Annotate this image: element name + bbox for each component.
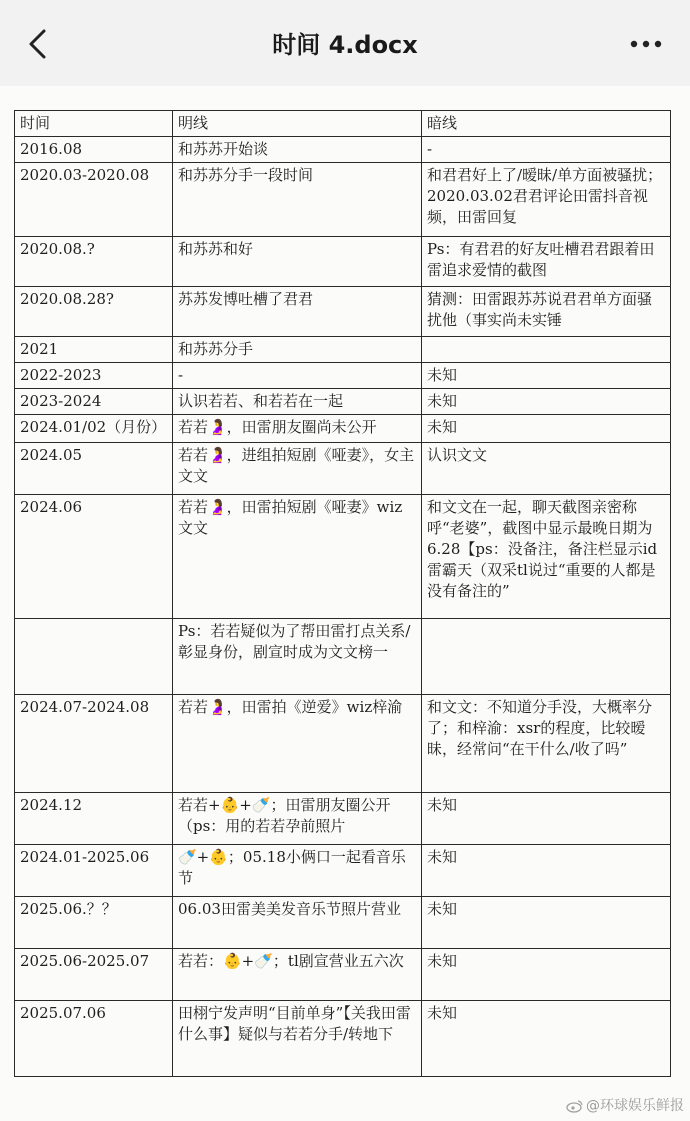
weibo-logo-icon xyxy=(566,1099,584,1113)
table-row xyxy=(15,443,671,495)
header-hidden-line: 暗线 xyxy=(422,111,671,137)
cell-time: 2020.08.? xyxy=(15,237,173,287)
cell-main: 06.03田雷美美发音乐节照片营业 xyxy=(173,897,422,949)
cell-hidden: 未知 xyxy=(422,845,671,897)
table-row xyxy=(15,337,671,363)
cell-time: 2021 xyxy=(15,337,173,363)
table-row xyxy=(15,415,671,443)
cell-main: 若若🤰，田雷拍短剧《哑妻》wiz文文 xyxy=(173,495,422,619)
cell-time: 2024.07-2024.08 xyxy=(15,695,173,793)
table-header-row xyxy=(15,111,671,137)
cell-time: 2024.01-2025.06 xyxy=(15,845,173,897)
cell-time: 2025.06.？？ xyxy=(15,897,173,949)
cell-main: 和苏苏分手一段时间 xyxy=(173,163,422,237)
timeline-table xyxy=(14,110,671,1077)
table-row xyxy=(15,287,671,337)
top-navigation-bar xyxy=(0,0,690,87)
cell-time: 2024.01/02（月份） xyxy=(15,415,173,443)
cell-hidden xyxy=(422,337,671,363)
cell-main: 和苏苏分手 xyxy=(173,337,422,363)
table-row xyxy=(15,619,671,695)
cell-time: 2020.03-2020.08 xyxy=(15,163,173,237)
cell-main: 和苏苏开始谈 xyxy=(173,137,422,163)
more-options-icon[interactable] xyxy=(626,28,666,60)
cell-time: 2024.06 xyxy=(15,495,173,619)
cell-time: 2024.05 xyxy=(15,443,173,495)
cell-time: 2024.12 xyxy=(15,793,173,845)
cell-time: 2025.06-2025.07 xyxy=(15,949,173,1001)
table-row xyxy=(15,695,671,793)
header-main-line: 明线 xyxy=(173,111,422,137)
cell-main: - xyxy=(173,363,422,389)
table-row xyxy=(15,949,671,1001)
table-row xyxy=(15,137,671,163)
header-time: 时间 xyxy=(15,111,173,137)
cell-hidden: 未知 xyxy=(422,1001,671,1077)
cell-hidden: 未知 xyxy=(422,363,671,389)
cell-time xyxy=(15,619,173,695)
cell-main: 认识若若、和若若在一起 xyxy=(173,389,422,415)
cell-main: 若若🤰，进组拍短剧《哑妻》，女主文文 xyxy=(173,443,422,495)
cell-hidden xyxy=(422,619,671,695)
table-row xyxy=(15,793,671,845)
cell-hidden: - xyxy=(422,137,671,163)
cell-hidden: 未知 xyxy=(422,793,671,845)
cell-main: 若若：👶+🍼；tl剧宣营业五六次 xyxy=(173,949,422,1001)
document-title: 时间 4.docx xyxy=(272,31,418,59)
table-row xyxy=(15,163,671,237)
cell-main: Ps：若若疑似为了帮田雷打点关系/彰显身份，剧宣时成为文文榜一 xyxy=(173,619,422,695)
table-row xyxy=(15,495,671,619)
cell-time: 2022-2023 xyxy=(15,363,173,389)
cell-hidden: 未知 xyxy=(422,389,671,415)
cell-hidden: 未知 xyxy=(422,949,671,1001)
cell-time: 2023-2024 xyxy=(15,389,173,415)
cell-hidden: 猜测：田雷跟苏苏说君君单方面骚扰他（事实尚未实锤 xyxy=(422,287,671,337)
cell-main: 🍼+👶；05.18小俩口一起看音乐节 xyxy=(173,845,422,897)
watermark-text: @环球娱乐鲜报 xyxy=(586,1098,684,1114)
cell-main: 若若🤰，田雷朋友圈尚未公开 xyxy=(173,415,422,443)
table-row xyxy=(15,1001,671,1077)
cell-hidden: 认识文文 xyxy=(422,443,671,495)
cell-main: 和苏苏和好 xyxy=(173,237,422,287)
table-row xyxy=(15,237,671,287)
cell-main: 田栩宁发声明“目前单身”【关我田雷什么事】疑似与若若分手/转地下 xyxy=(173,1001,422,1077)
table-row xyxy=(15,845,671,897)
cell-main: 若若🤰，田雷拍《逆爱》wiz梓渝 xyxy=(173,695,422,793)
cell-hidden: 未知 xyxy=(422,415,671,443)
cell-main: 苏苏发博吐槽了君君 xyxy=(173,287,422,337)
table-row xyxy=(15,363,671,389)
cell-hidden: 和君君好上了/暧昧/单方面被骚扰；2020.03.02君君评论田雷抖音视频，田雷回复 xyxy=(422,163,671,237)
cell-time: 2016.08 xyxy=(15,137,173,163)
weibo-watermark xyxy=(566,1095,684,1115)
cell-hidden: Ps：有君君的好友吐槽君君跟着田雷追求爱情的截图 xyxy=(422,237,671,287)
cell-hidden: 未知 xyxy=(422,897,671,949)
cell-time: 2025.07.06 xyxy=(15,1001,173,1077)
cell-time: 2020.08.28? xyxy=(15,287,173,337)
cell-hidden: 和文文在一起，聊天截图亲密称呼“老婆”，截图中显示最晚日期为6.28【ps：没备注，备注栏显示id雷霸天（双采tl说过“重要的人都是没有备注的” xyxy=(422,495,671,619)
cell-main: 若若+👶+🍼；田雷朋友圈公开（ps：用的若若孕前照片 xyxy=(173,793,422,845)
table-row xyxy=(15,897,671,949)
table-row xyxy=(15,389,671,415)
cell-hidden: 和文文：不知道分手没，大概率分了；和梓渝：xsr的程度，比较暧昧，经常问“在干什么/收了吗” xyxy=(422,695,671,793)
back-arrow-icon[interactable] xyxy=(22,26,58,62)
